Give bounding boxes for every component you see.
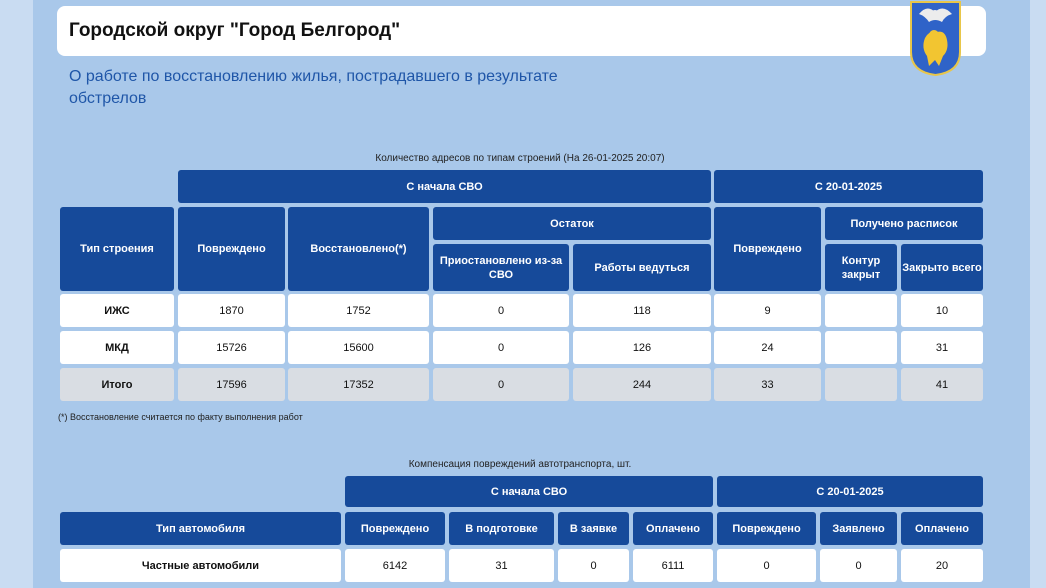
table-cell: 6111 xyxy=(633,549,713,582)
table-cell: 0 xyxy=(433,294,569,327)
table-cell: 41 xyxy=(901,368,983,401)
housing-col-type: Тип строения xyxy=(60,207,174,291)
table-cell: 17352 xyxy=(288,368,429,401)
housing-group-since-svo: С начала СВО xyxy=(178,170,711,203)
table-cell: 33 xyxy=(714,368,821,401)
table-cell: 6142 xyxy=(345,549,445,582)
vehicles-col-type: Тип автомобиля xyxy=(60,512,341,545)
table-cell: 15726 xyxy=(178,331,285,364)
table-cell: 10 xyxy=(901,294,983,327)
table-cell xyxy=(825,331,897,364)
table-cell: 126 xyxy=(573,331,711,364)
belgorod-coat-of-arms-icon xyxy=(909,0,962,76)
table-cell: 24 xyxy=(714,331,821,364)
housing-col-closed-total: Закрыто всего xyxy=(901,244,983,291)
vehicles-col-damaged: Повреждено xyxy=(345,512,445,545)
housing-col-contour-closed: Контур закрыт xyxy=(825,244,897,291)
page-subtitle: О работе по восстановлению жилья, пострадавшего в результате обстрелов xyxy=(69,68,558,107)
table-cell xyxy=(825,294,897,327)
table-cell: 1870 xyxy=(178,294,285,327)
table-cell: 244 xyxy=(573,368,711,401)
table-cell: 15600 xyxy=(288,331,429,364)
vehicles-col-paid: Оплачено xyxy=(633,512,713,545)
vehicles-col-preparing: В подготовке xyxy=(449,512,554,545)
table-cell: 0 xyxy=(558,549,629,582)
table-cell: 118 xyxy=(573,294,711,327)
page-title: Городской округ "Город Белгород" xyxy=(69,20,401,41)
table-cell: 1752 xyxy=(288,294,429,327)
table-row-type: МКД xyxy=(60,331,174,364)
vehicles-table-caption: Компенсация повреждений автотранспорта, шт. xyxy=(408,459,632,470)
vehicles-col-damaged-new: Повреждено xyxy=(717,512,816,545)
table-cell: 31 xyxy=(449,549,554,582)
housing-group-receipts: Получено расписок xyxy=(825,207,983,240)
housing-col-suspended: Приостановлено из-за СВО xyxy=(433,244,569,291)
housing-table-caption: Количество адресов по типам строений (На 26-01-2025 20:07) xyxy=(375,153,665,164)
housing-col-restored: Восстановлено(*) xyxy=(288,207,429,291)
table-cell: 0 xyxy=(433,368,569,401)
vehicles-col-applied: В заявке xyxy=(558,512,629,545)
housing-group-remainder: Остаток xyxy=(433,207,711,240)
table-cell xyxy=(825,368,897,401)
table-cell: 0 xyxy=(433,331,569,364)
housing-group-since-date: С 20-01-2025 xyxy=(714,170,983,203)
table-row-type: ИЖС xyxy=(60,294,174,327)
vehicles-group-since-svo: С начала СВО xyxy=(345,476,713,507)
vehicles-col-declared: Заявлено xyxy=(820,512,897,545)
housing-footnote: (*) Восстановление считается по факту выполнения работ xyxy=(58,412,303,422)
table-cell: 17596 xyxy=(178,368,285,401)
table-cell: 0 xyxy=(717,549,816,582)
vehicles-col-paid-new: Оплачено xyxy=(901,512,983,545)
table-row-type: Итого xyxy=(60,368,174,401)
table-cell: 20 xyxy=(901,549,983,582)
table-cell: 0 xyxy=(820,549,897,582)
title-bar xyxy=(57,6,986,56)
housing-col-damaged: Повреждено xyxy=(178,207,285,291)
housing-col-damaged-new: Повреждено xyxy=(714,207,821,291)
table-cell: 9 xyxy=(714,294,821,327)
vehicles-group-since-date: С 20-01-2025 xyxy=(717,476,983,507)
housing-col-in-progress: Работы ведуться xyxy=(573,244,711,291)
table-row-type: Частные автомобили xyxy=(60,549,341,582)
table-cell: 31 xyxy=(901,331,983,364)
